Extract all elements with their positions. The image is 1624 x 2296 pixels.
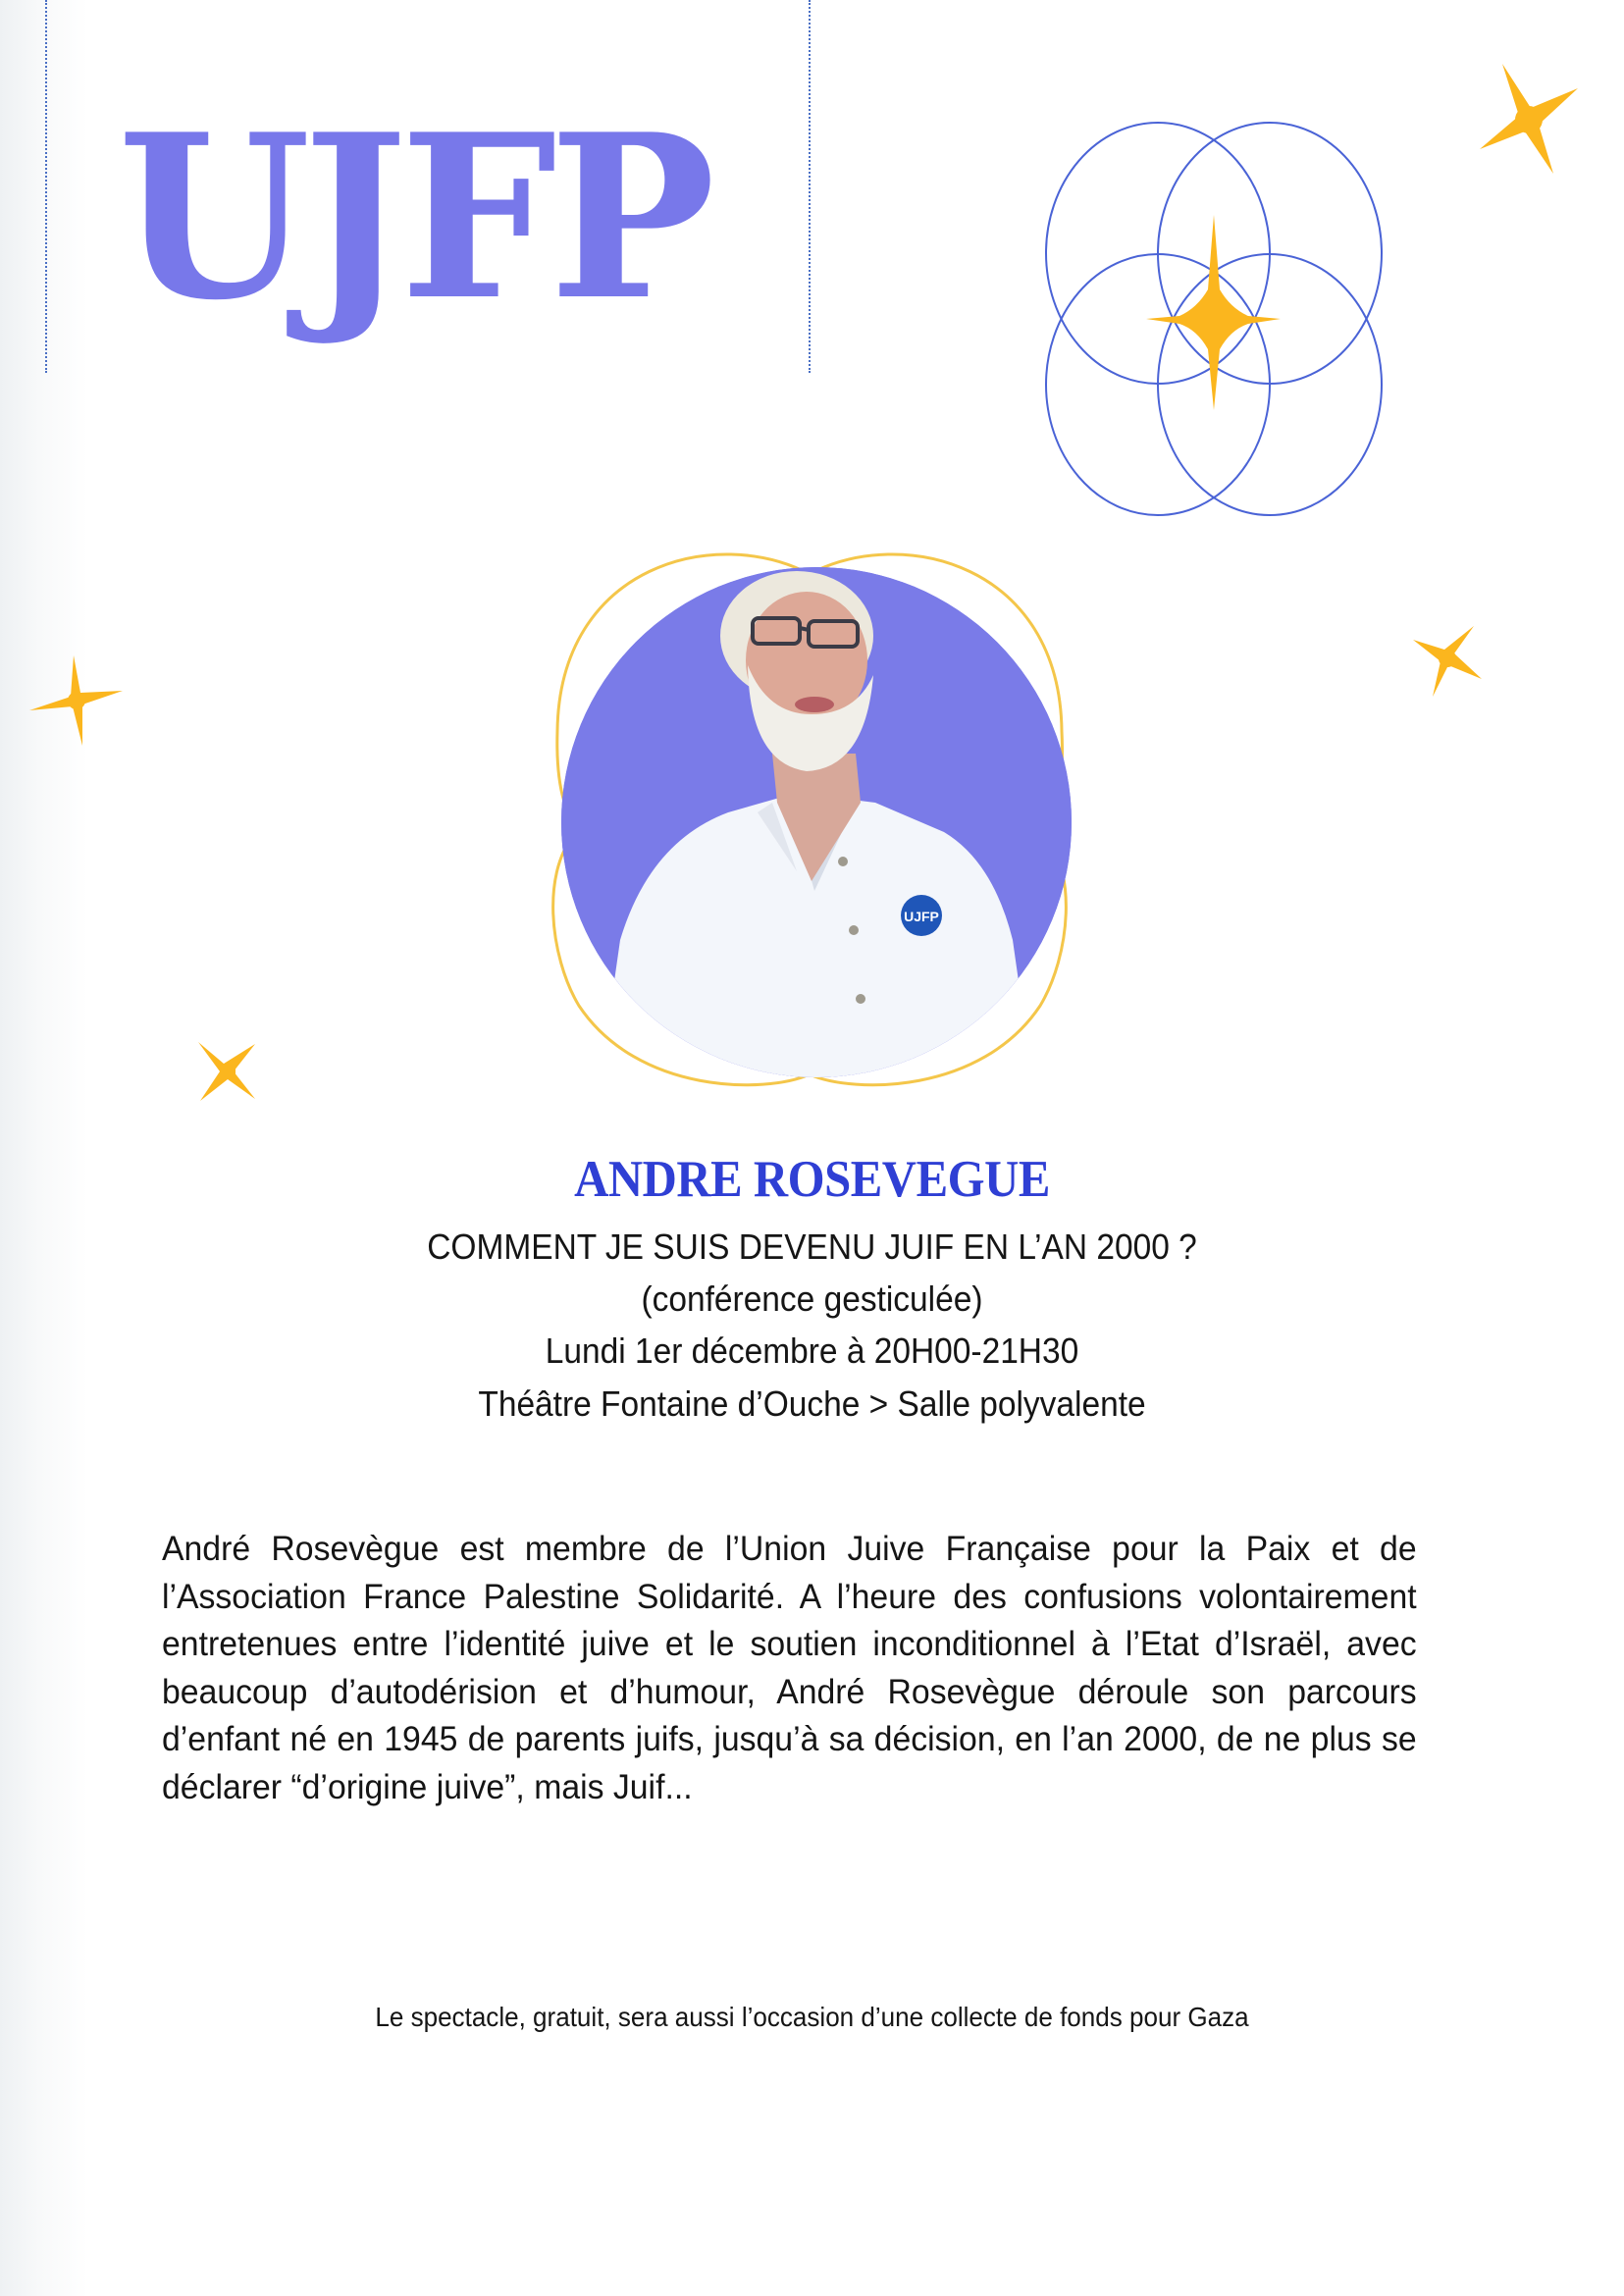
event-venue: Théâtre Fontaine d’Ouche > Salle polyvalente xyxy=(478,1383,1146,1424)
fundraising-note: Le spectacle, gratuit, sera aussi l’occasion d’une collecte de fonds pour Gaza xyxy=(375,2002,1249,2032)
ujfp-pin-badge xyxy=(901,895,942,936)
speaker-portrait xyxy=(561,567,1072,1077)
sparkle-star-icon xyxy=(1480,61,1588,179)
speaker-name: ANDRE ROSEVEGUE xyxy=(574,1151,1050,1208)
event-datetime: Lundi 1er décembre à 20H00-21H30 xyxy=(545,1331,1079,1371)
sparkle-star-icon xyxy=(1146,215,1281,410)
dotted-divider-right xyxy=(809,0,811,373)
sparkle-star-icon xyxy=(196,1040,259,1103)
event-title: COMMENT JE SUIS DEVENU JUIF EN L’AN 2000 ? xyxy=(427,1226,1197,1267)
ujfp-logo: UJFP xyxy=(118,85,708,350)
svg-text:UJFP: UJFP xyxy=(904,909,939,924)
event-format: (conférence gesticulée) xyxy=(641,1278,983,1319)
sparkle-star-icon xyxy=(1413,624,1484,699)
event-description: André Rosevègue est membre de l’Union Juive Française pour la Paix et de l’Association France Palestine Solidarité. A l’heure des confusions volontairement entretenues entre l’identité juive et le soutien inconditionnel à l’Etat d’Israël, avec beaucoup d’autodérision et d’humour, André Rosevègue déroule son parcours d’enfant né en 1945 de parents juifs, jusqu’à sa décision, en l’an 2000, de ne plus se déclarer “d’origine juive”, mais Juif... xyxy=(162,1530,1417,1806)
sparkle-star-icon xyxy=(29,655,128,750)
overlapping-rings-icon xyxy=(1021,108,1472,530)
dotted-divider-left xyxy=(45,0,47,373)
